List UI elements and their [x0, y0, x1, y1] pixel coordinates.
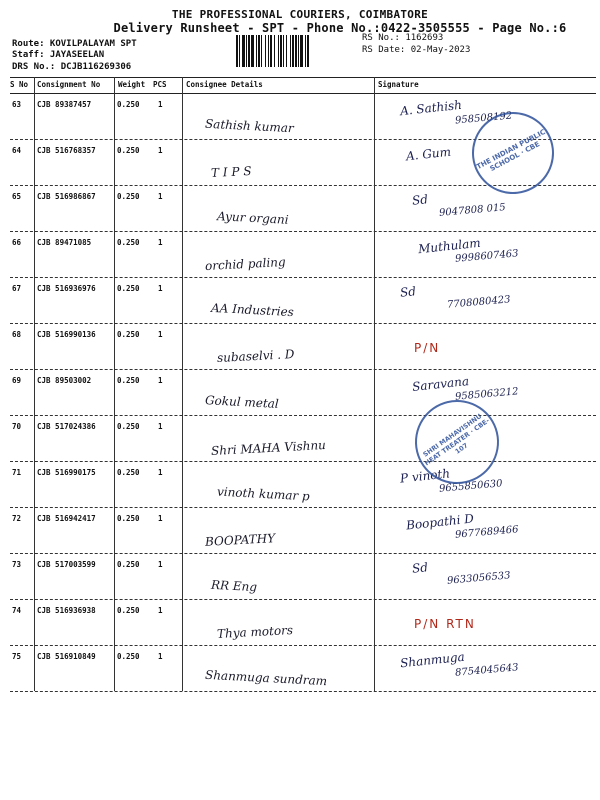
runsheet-title: Delivery Runsheet - SPT - Phone No.:0422-3505555 - Page No.:6 [113, 21, 567, 35]
company-title: THE PROFESSIONAL COURIERS, COIMBATORE [171, 8, 429, 21]
col-header-weight: Weight [118, 80, 146, 89]
row-sno: 70 [12, 422, 22, 431]
row-divider [10, 553, 596, 554]
row-consignee-handwritten: Thya motors [216, 623, 294, 641]
row-consignment-no: CJB 89503002 [37, 376, 92, 385]
row-pcs: 1 [158, 238, 163, 247]
row-consignee-handwritten: Sathish kumar [204, 116, 295, 136]
row-sno: 67 [12, 284, 22, 293]
row-consignment-no: CJB 516990175 [37, 468, 96, 477]
row-signature-name: Sd [399, 284, 417, 300]
row-remark: P/N RTN [414, 617, 476, 631]
row-sno: 63 [12, 100, 22, 109]
row-divider [10, 277, 596, 278]
col-header-consignee: Consignee Details [186, 80, 263, 89]
row-divider [10, 645, 596, 646]
row-weight: 0.250 [117, 376, 140, 385]
row-sno: 66 [12, 238, 22, 247]
row-weight: 0.250 [117, 606, 140, 615]
row-signature-name: A. Sathish [399, 97, 463, 119]
row-pcs: 1 [158, 192, 163, 201]
row-consignee-handwritten: RR Eng [210, 577, 258, 595]
row-pcs: 1 [158, 376, 163, 385]
row-sno: 68 [12, 330, 22, 339]
row-weight: 0.250 [117, 422, 140, 431]
row-signature-name: Saravana [411, 374, 470, 394]
row-consignment-no: CJB 89471085 [37, 238, 92, 247]
row-consignment-no: CJB 516936938 [37, 606, 96, 615]
row-consignee-handwritten: AA Industries [210, 300, 295, 320]
row-weight: 0.250 [117, 652, 140, 661]
barcode [236, 35, 356, 67]
row-sno: 75 [12, 652, 22, 661]
row-sno: 69 [12, 376, 22, 385]
row-divider [10, 415, 596, 416]
company-stamp-text: SHRI MAHAVISHNU HEAT TREATER · CBE-107 [421, 412, 491, 468]
row-pcs: 1 [158, 422, 163, 431]
row-consignee-handwritten: BOOPATHY [204, 531, 276, 549]
row-remark: P/N [414, 341, 441, 355]
row-signature-phone: 958508192 [454, 110, 513, 127]
row-consignment-no: CJB 516910849 [37, 652, 96, 661]
rs-number: RS No.: 1162693 [362, 33, 444, 43]
row-signature-phone: 9585063212 [454, 386, 519, 403]
row-signature-phone: 9047808 015 [438, 202, 507, 219]
row-pcs: 1 [158, 100, 163, 109]
row-divider [10, 323, 596, 324]
row-consignee-handwritten: Gokul metal [204, 393, 280, 411]
row-consignment-no: CJB 89387457 [37, 100, 92, 109]
row-pcs: 1 [158, 468, 163, 477]
row-consignment-no: CJB 517024386 [37, 422, 96, 431]
row-signature-name: Sd [411, 560, 429, 576]
staff-label: Staff: JAYASEELAN [12, 50, 105, 60]
row-weight: 0.250 [117, 284, 140, 293]
row-signature-phone: 8754045643 [454, 662, 519, 679]
row-weight: 0.250 [117, 146, 140, 155]
row-divider [10, 461, 596, 462]
col-header-pcs: PCS [153, 80, 167, 89]
col-header-signature: Signature [378, 80, 419, 89]
table-top-border [10, 77, 596, 78]
row-signature-phone: 9677689466 [454, 524, 519, 541]
row-weight: 0.250 [117, 238, 140, 247]
row-sno: 65 [12, 192, 22, 201]
row-pcs: 1 [158, 514, 163, 523]
row-weight: 0.250 [117, 468, 140, 477]
drs-number: DRS No.: DCJB116269306 [12, 62, 132, 72]
row-divider [10, 369, 596, 370]
row-consignee-handwritten: subaselvi . D [216, 346, 295, 366]
row-weight: 0.250 [117, 330, 140, 339]
row-signature-name: Shanmuga [399, 649, 466, 671]
row-consignee-handwritten: vinoth kumar p [216, 484, 311, 504]
rs-date: RS Date: 02-May-2023 [362, 45, 471, 55]
row-consignment-no: CJB 517003599 [37, 560, 96, 569]
row-consignment-no: CJB 516942417 [37, 514, 96, 523]
row-signature-name: Boopathi D [405, 511, 475, 533]
row-consignee-handwritten: T I P S [210, 163, 252, 181]
row-sno: 72 [12, 514, 22, 523]
row-divider [10, 231, 596, 232]
row-consignee-handwritten: orchid paling [204, 254, 286, 274]
row-weight: 0.250 [117, 514, 140, 523]
row-consignment-no: CJB 516986867 [37, 192, 96, 201]
col-header-consignment: Consignment No [37, 80, 101, 89]
row-pcs: 1 [158, 560, 163, 569]
row-consignment-no: CJB 516936976 [37, 284, 96, 293]
school-stamp-text: THE INDIAN PUBLIC SCHOOL · CBE [475, 127, 547, 174]
row-signature-phone: 9998607463 [454, 248, 519, 265]
row-pcs: 1 [158, 284, 163, 293]
row-consignee-handwritten: Shri MAHA Vishnu [210, 438, 327, 458]
row-signature-name: A. Gum [405, 144, 452, 164]
row-weight: 0.250 [117, 192, 140, 201]
row-divider [10, 507, 596, 508]
row-sno: 74 [12, 606, 22, 615]
col-header-sno: S No [10, 80, 29, 89]
row-signature-phone: 7708080423 [446, 294, 511, 311]
row-consignee-handwritten: Shanmuga sundram [204, 667, 328, 689]
row-signature-name: Sd [411, 192, 429, 208]
row-pcs: 1 [158, 330, 163, 339]
row-signature-name: P vinoth [399, 466, 451, 486]
row-pcs: 1 [158, 606, 163, 615]
row-weight: 0.250 [117, 100, 140, 109]
row-sno: 73 [12, 560, 22, 569]
row-divider [10, 691, 596, 692]
row-divider [10, 599, 596, 600]
row-pcs: 1 [158, 652, 163, 661]
row-signature-phone: 9655850630 [438, 478, 503, 495]
row-consignee-handwritten: Ayur organi [216, 209, 289, 227]
row-sno: 64 [12, 146, 22, 155]
row-pcs: 1 [158, 146, 163, 155]
row-signature-phone: 9633056533 [446, 570, 511, 587]
row-sno: 71 [12, 468, 22, 477]
row-consignment-no: CJB 516768357 [37, 146, 96, 155]
row-consignment-no: CJB 516990136 [37, 330, 96, 339]
row-signature-name: Muthulam [417, 235, 482, 257]
route-label: Route: KOVILPALAYAM SPT [12, 39, 137, 49]
row-weight: 0.250 [117, 560, 140, 569]
header-bottom-border [10, 93, 596, 94]
